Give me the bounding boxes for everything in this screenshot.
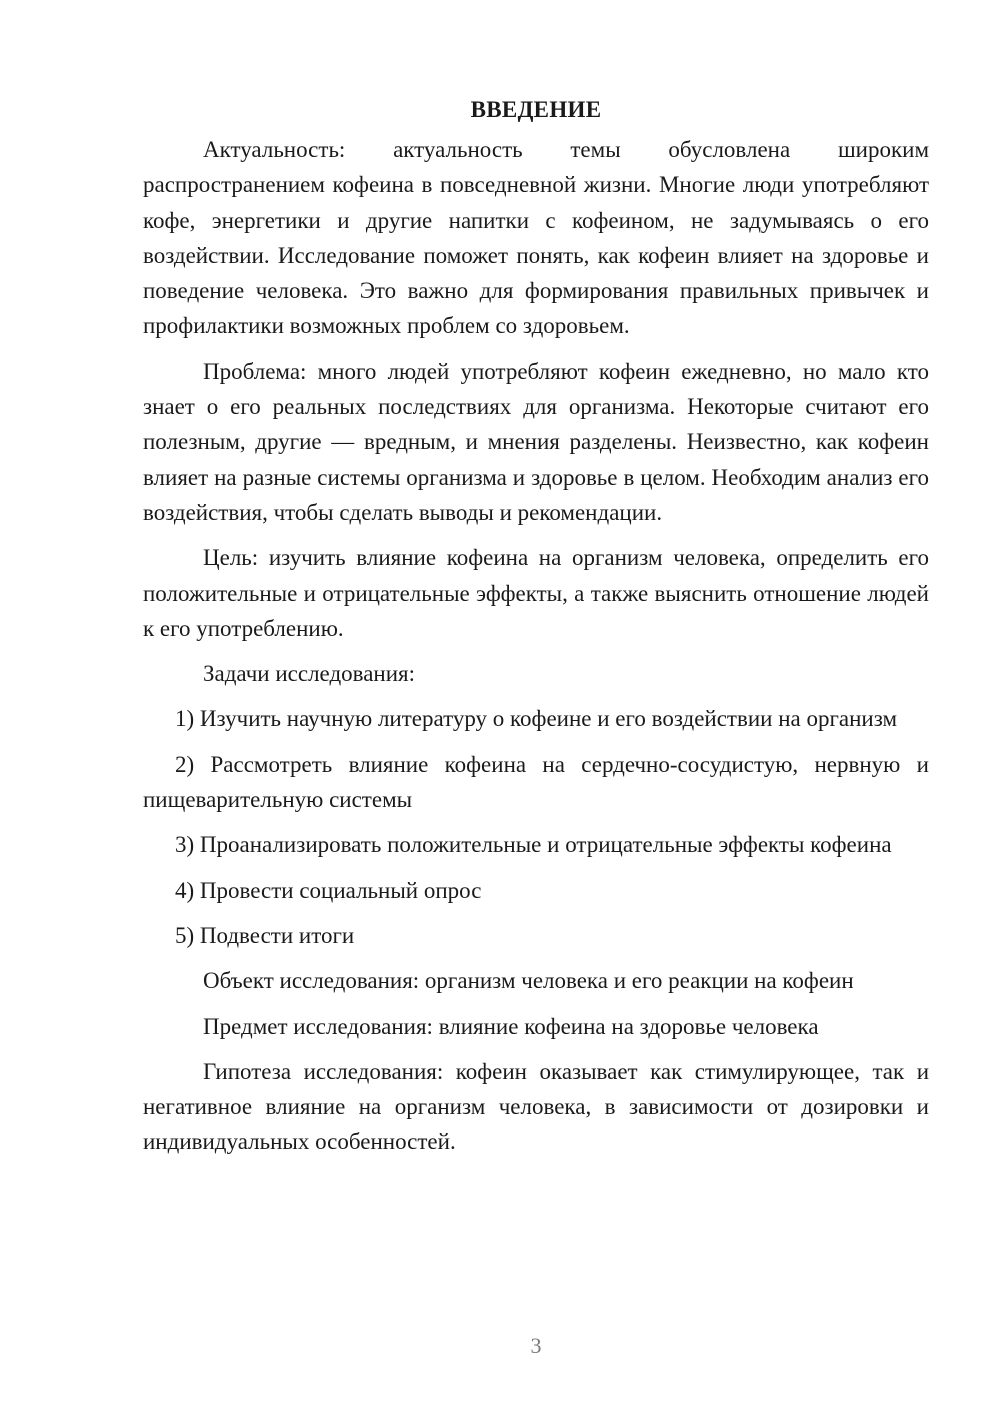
task-item-4: 4) Провести социальный опрос — [175, 877, 482, 903]
task-item-2: 2) Рассмотреть влияние кофеина на сердечно-сосудистую, нервную и пищеварительную системы — [143, 751, 929, 813]
paragraph-problem: Проблема: много людей употребляют кофеин ежедневно, но мало кто знает о его реальных последствиях для организма. Некоторые считают его полезным, другие — вредным, и мнения разделены. Неизвестно, как кофеин влияет на разные системы организма и здоровье в целом. Необходим анализ его воздействия, чтобы сделать выводы и рекомендации. — [143, 358, 929, 525]
task-item-1: 1) Изучить научную литературу о кофеине и его воздействии на организм — [175, 706, 898, 732]
research-object: Объект исследования: организм человека и его реакции на кофеин — [203, 968, 854, 994]
research-subject: Предмет исследования: влияние кофеина на здоровье человека — [203, 1013, 819, 1039]
tasks-title: Задачи исследования: — [203, 661, 416, 687]
task-item-3: 3) Проанализировать положительные и отрицательные эффекты кофеина — [175, 832, 892, 858]
paragraph-goal: Цель: изучить влияние кофеина на организм человека, определить его положительные и отрицательные эффекты, а также выяснить отношение людей к его употреблению. — [143, 545, 929, 641]
task-item-5: 5) Подвести итоги — [175, 922, 355, 948]
section-heading: ВВЕДЕНИЕ — [470, 97, 602, 122]
page-content — [143, 92, 929, 1170]
page-number: 3 — [530, 1333, 542, 1358]
paragraph-relevance: Актуальность: актуальность темы обусловлена широким распространением кофеина в повседневной жизни. Многие люди употребляют кофе, энергетики и другие напитки с кофеином, не задумываясь о его воздействии. Исследование поможет понять, как кофеин влияет на здоровье и поведение человека. Это важно для формирования правильных привычек и профилактики возможных проблем со здоровьем. — [143, 137, 929, 339]
research-hypothesis: Гипотеза исследования: кофеин оказывает как стимулирующее, так и негативное влияние на организм человека, в зависимости от дозировки и индивидуальных особенностей. — [143, 1058, 929, 1155]
